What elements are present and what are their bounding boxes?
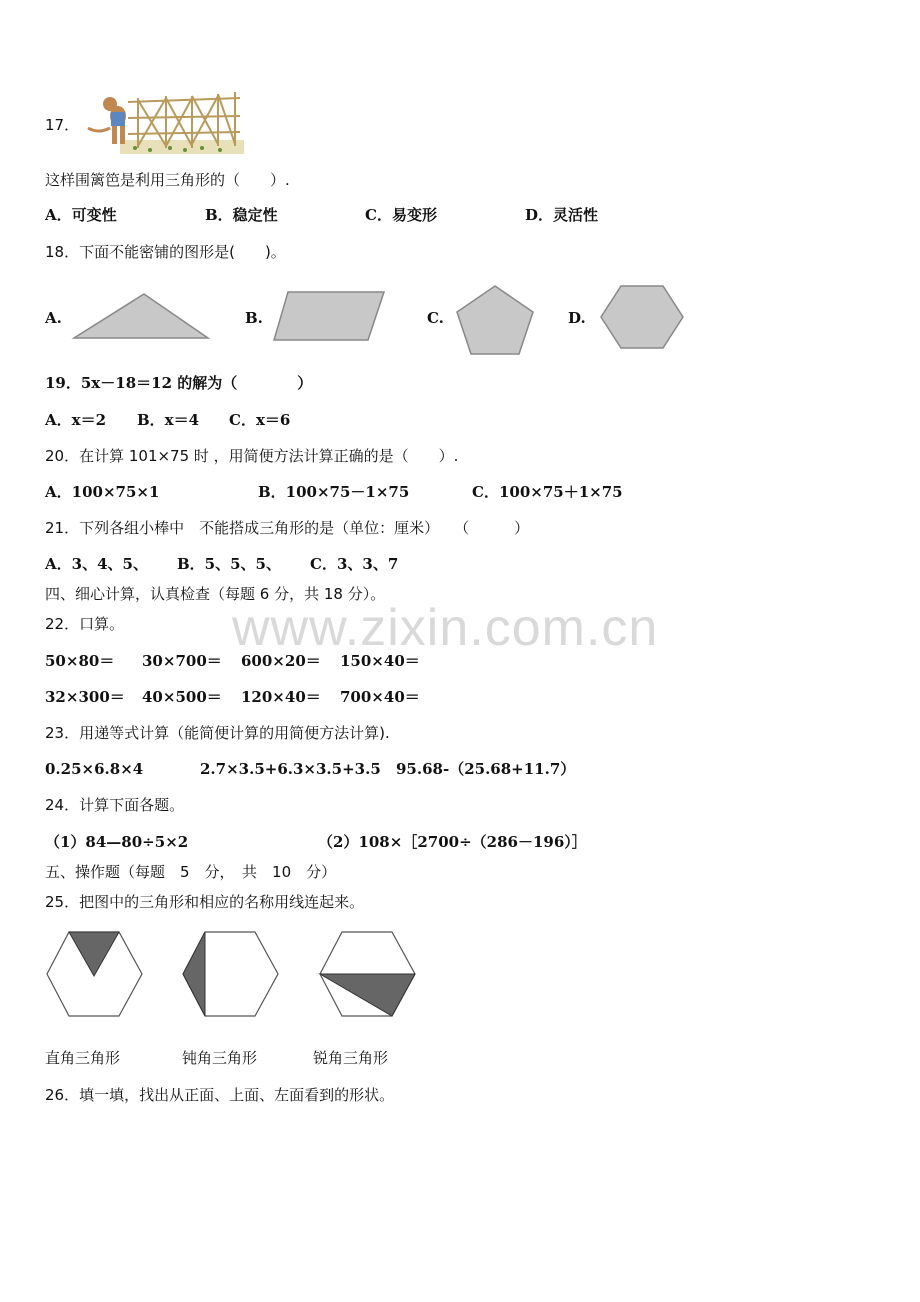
hexagon-figure-1 <box>45 930 145 1020</box>
q22-r1-c2: 30×700＝ <box>142 652 222 670</box>
q26-stem: 26．填一填，找出从正面、上面、左面看到的形状。 <box>45 1086 395 1104</box>
q22-r2-c1: 32×300＝ <box>45 688 125 706</box>
q22-r2-c3: 120×40＝ <box>241 688 321 706</box>
parallelogram-shape <box>272 290 386 342</box>
hexagon-figure-2 <box>181 930 281 1020</box>
q22-r2-c2: 40×500＝ <box>142 688 222 706</box>
fence-illustration <box>80 88 246 158</box>
q20-option-b: B．100×75－1×75 <box>258 483 410 501</box>
q17-option-d: D．灵活性 <box>525 206 599 224</box>
q18-label-b: B. <box>245 309 263 327</box>
q22-stem: 22．口算。 <box>45 615 125 633</box>
section-4-heading: 四、细心计算，认真检查（每题 6 分，共 18 分）。 <box>45 585 386 603</box>
section-5-heading: 五、操作题（每题 5 分， 共 10 分） <box>45 863 337 881</box>
q17-option-c: C．易变形 <box>365 206 437 224</box>
q23-item-3: 95.68-（25.68+11.7） <box>396 760 576 778</box>
q21-stem: 21．下列各组小棒中 不能搭成三角形的是（单位：厘米） （ ） <box>45 519 530 537</box>
q18-label-c: C. <box>427 309 444 327</box>
q21-option-c: C．3、3、7 <box>310 555 399 573</box>
q22-r1-c3: 600×20＝ <box>241 652 321 670</box>
name-right-triangle: 直角三角形 <box>45 1049 121 1067</box>
q22-r1-c1: 50×80＝ <box>45 652 115 670</box>
q17-stem: 这样围篱笆是利用三角形的（ ）. <box>45 171 290 189</box>
q22-r2-c4: 700×40＝ <box>340 688 420 706</box>
q18-stem: 18．下面不能密铺的图形是( )。 <box>45 243 286 261</box>
q19-option-a: A．x＝2 <box>45 411 107 429</box>
q17-option-a: A．可变性 <box>45 206 117 224</box>
q24-item-1: （1）84—80÷5×2 <box>45 833 189 851</box>
q24-stem: 24．计算下面各题。 <box>45 796 185 814</box>
pentagon-shape <box>455 284 535 356</box>
q17-number: 17． <box>45 116 80 134</box>
q17-option-b: B．稳定性 <box>205 206 278 224</box>
q20-stem: 20．在计算 101×75 时 ，用简便方法计算正确的是（ ）. <box>45 447 459 465</box>
name-acute-triangle: 锐角三角形 <box>313 1049 389 1067</box>
q20-option-c: C．100×75＋1×75 <box>472 483 623 501</box>
q19-option-b: B．x＝4 <box>137 411 200 429</box>
q23-item-1: 0.25×6.8×4 <box>45 760 144 778</box>
hexagon-shape <box>599 284 685 350</box>
q23-stem: 23．用递等式计算（能简便计算的用简便方法计算). <box>45 724 390 742</box>
triangle-shape <box>72 292 210 340</box>
q18-label-d: D. <box>568 309 586 327</box>
q21-option-a: A．3、4、5、 <box>45 555 148 573</box>
q25-stem: 25．把图中的三角形和相应的名称用线连起来。 <box>45 893 365 911</box>
name-obtuse-triangle: 钝角三角形 <box>182 1049 258 1067</box>
q19-stem: 19．5x－18＝12 的解为（ ） <box>45 374 313 392</box>
q21-option-b: B．5、5、5、 <box>177 555 281 573</box>
q22-r1-c4: 150×40＝ <box>340 652 420 670</box>
watermark: www.zixin.com.cn <box>232 599 659 657</box>
q18-label-a: A. <box>45 309 62 327</box>
q20-option-a: A．100×75×1 <box>45 483 160 501</box>
q19-option-c: C．x＝6 <box>229 411 291 429</box>
hexagon-figure-3 <box>318 930 418 1020</box>
q24-item-2: （2）108×［2700÷（286－196）］ <box>318 833 587 851</box>
q23-item-2: 2.7×3.5+6.3×3.5+3.5 <box>200 760 381 778</box>
